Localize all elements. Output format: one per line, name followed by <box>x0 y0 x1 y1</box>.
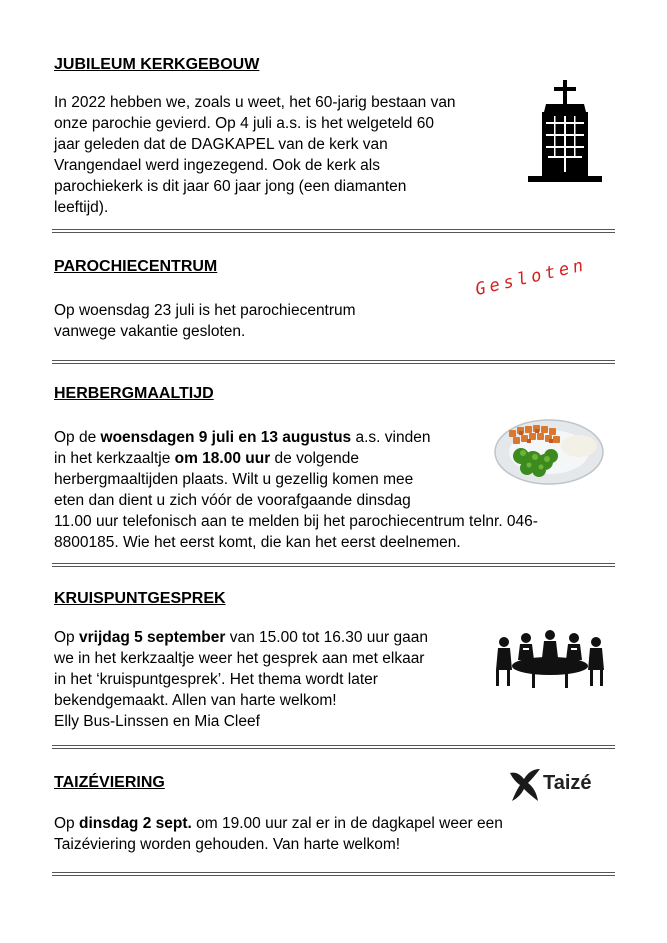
church-tower-icon <box>528 80 602 184</box>
section-divider <box>52 745 615 749</box>
paragraph-jubileum <box>54 92 456 218</box>
text-line: Vrangendael werd ingezegend. Ook de kerk als <box>54 157 380 174</box>
text-line: Op woensdag 23 juli is het parochiecentrum <box>54 302 356 319</box>
heading-taizeviering: TAIZÉVIERING <box>54 774 165 791</box>
text-run: om 19.00 uur zal er in de dagkapel weer een <box>191 815 503 832</box>
text-line: Taizéviering worden gehouden. Van harte welkom! <box>54 836 401 853</box>
text-line: 11.00 uur telefonisch aan te melden bij het parochiecentrum telnr. 046- <box>54 513 538 530</box>
text-run: Op <box>54 815 79 832</box>
section-divider <box>52 563 615 567</box>
text-line: eten dan dient u zich vóór de voorafgaande dinsdag <box>54 492 411 509</box>
text-line: In 2022 hebben we, zoals u weet, het 60-jarig bestaan van <box>54 94 456 111</box>
bold-text: dinsdag 2 sept. <box>78 815 192 832</box>
text-line: jaar geleden dat de DAGKAPEL van de kerk van <box>54 136 388 153</box>
text-line: onze parochie gevierd. Op 4 juli a.s. is het welgeteld 60 <box>54 115 434 132</box>
text-line: Elly Bus-Linssen en Mia Cleef <box>54 713 260 730</box>
text-run: Op de <box>54 429 101 446</box>
text-run: in het kerkzaaltje <box>54 450 175 467</box>
meal-plate-icon <box>493 412 605 486</box>
heading-jubileum: JUBILEUM KERKGEBOUW <box>54 56 260 73</box>
taize-logo-text: Taizé <box>543 772 592 794</box>
text-line: vanwege vakantie gesloten. <box>54 323 246 340</box>
text-line: 8800185. Wie het eerst komt, die kan het eerst deelnemen. <box>54 534 461 551</box>
paragraph-taizeviering <box>54 813 503 855</box>
heading-parochiecentrum: PAROCHIECENTRUM <box>54 258 218 275</box>
text-run: van 15.00 tot 16.30 uur gaan <box>225 629 428 646</box>
bold-text: om 18.00 uur <box>174 450 271 467</box>
section-divider <box>52 872 615 876</box>
paragraph-herbergmaaltijd <box>54 427 538 553</box>
paragraph-kruispuntgesprek <box>54 627 428 732</box>
group-discussion-icon <box>492 628 608 690</box>
text-line: bekendgemaakt. Allen van harte welkom! <box>54 692 337 709</box>
text-line: herbergmaaltijden plaats. Wilt u gezellig komen mee <box>54 471 414 488</box>
paragraph-parochiecentrum <box>54 300 356 342</box>
bold-text: vrijdag 5 september <box>78 629 226 646</box>
gesloten-stamp: Gesloten <box>473 254 589 300</box>
taize-dove-icon <box>508 767 542 803</box>
text-line: leeftijd). <box>54 199 109 216</box>
text-run: de volgende <box>270 450 360 467</box>
text-run: a.s. vinden <box>351 429 431 446</box>
section-divider <box>52 229 615 233</box>
text-line: we in het kerkzaaltje weer het gesprek aan met elkaar <box>54 650 425 667</box>
bold-text: woensdagen 9 juli en 13 augustus <box>100 429 352 446</box>
text-line: parochiekerk is dit jaar 60 jaar jong (een diamanten <box>54 178 407 195</box>
heading-herbergmaaltijd: HERBERGMAALTIJD <box>54 385 214 402</box>
text-line: in het ‘kruispuntgesprek’. Het thema wordt later <box>54 671 378 688</box>
text-run: Op <box>54 629 79 646</box>
heading-kruispuntgesprek: KRUISPUNTGESPREK <box>54 590 226 607</box>
section-divider <box>52 360 615 364</box>
